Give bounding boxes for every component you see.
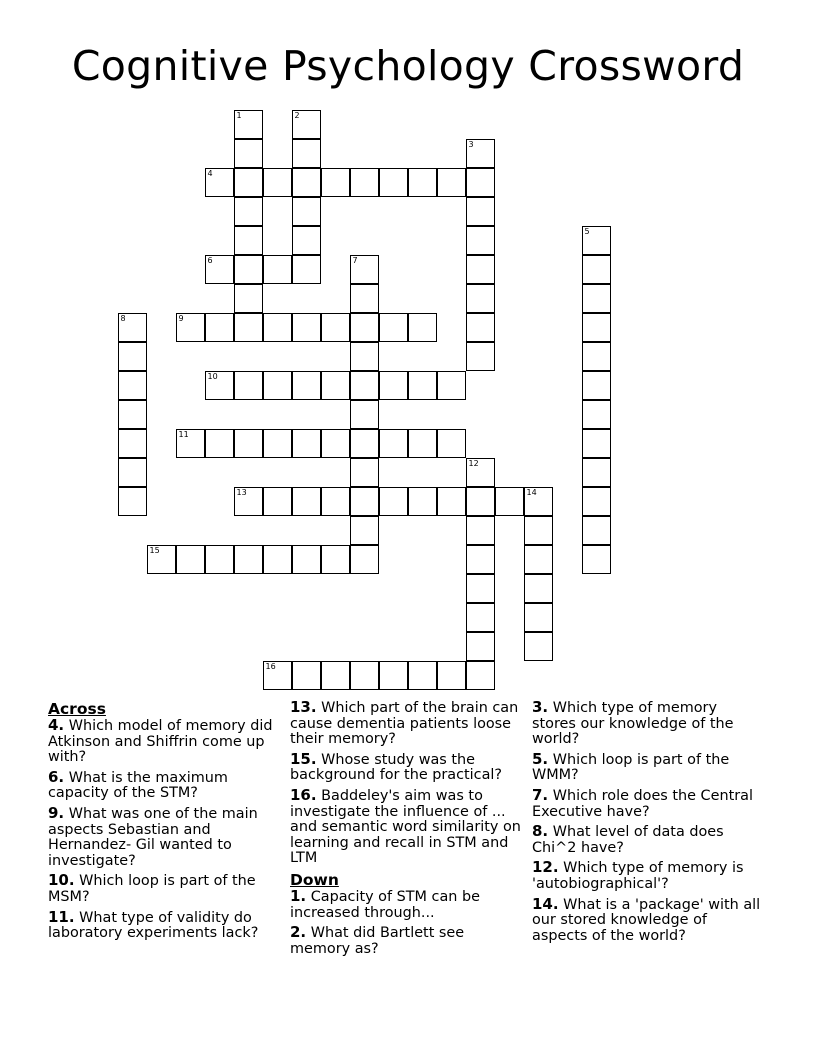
cell-number: 6	[207, 256, 213, 265]
grid-cell[interactable]	[466, 197, 495, 226]
down-clue	[290, 886, 522, 921]
grid-cell[interactable]	[350, 516, 379, 545]
clue-number: 9.	[48, 803, 65, 822]
grid-cell[interactable]	[234, 139, 263, 168]
clue-text: Which loop is part of the MSM?	[48, 873, 256, 905]
clue-text: What is a 'package' with all our stored knowledge of aspects of the world?	[532, 896, 761, 944]
cell-number: 9	[178, 314, 184, 323]
clue-text: Which loop is part of the WMM?	[532, 751, 730, 784]
grid-cell[interactable]	[582, 487, 611, 516]
grid-cell[interactable]	[379, 168, 408, 197]
grid-cell[interactable]	[437, 371, 466, 400]
grid-cell[interactable]	[582, 342, 611, 371]
across-clue	[48, 907, 280, 942]
grid-cell[interactable]	[234, 168, 263, 197]
grid-cell[interactable]	[524, 545, 553, 574]
grid-cell[interactable]	[350, 458, 379, 487]
grid-cell[interactable]	[437, 487, 466, 516]
grid-cell[interactable]	[205, 313, 234, 342]
grid-cell[interactable]	[234, 545, 263, 574]
clue-text: Capacity of STM can be increased through...	[290, 888, 480, 921]
grid-cell[interactable]	[408, 313, 437, 342]
clue-text: What is the maximum capacity of the STM?	[48, 769, 228, 802]
clue-number: 1.	[290, 886, 307, 905]
cell-number: 8	[120, 314, 126, 323]
grid-cell[interactable]	[582, 545, 611, 574]
grid-cell[interactable]	[321, 429, 350, 458]
grid-cell[interactable]	[118, 429, 147, 458]
cell-number: 14	[526, 488, 537, 497]
grid-cell[interactable]	[524, 516, 553, 545]
clue-number: 4.	[48, 716, 65, 734]
grid-cell[interactable]	[582, 516, 611, 545]
grid-cell[interactable]	[437, 168, 466, 197]
grid-cell[interactable]	[582, 429, 611, 458]
cell-number: 5	[584, 227, 590, 236]
grid-cell[interactable]	[350, 429, 379, 458]
grid-cell[interactable]	[118, 400, 147, 429]
clue-number: 7.	[532, 785, 549, 804]
grid-cell[interactable]	[234, 429, 263, 458]
grid-cell[interactable]	[379, 429, 408, 458]
grid-cell[interactable]	[524, 487, 553, 516]
across-clue	[48, 803, 280, 869]
grid-cell[interactable]	[524, 603, 553, 632]
clue-text: Whose study was the background for the practical?	[290, 751, 503, 784]
grid-cell[interactable]	[234, 371, 263, 400]
down-clue	[532, 700, 764, 748]
grid-cell[interactable]	[408, 487, 437, 516]
grid-cell[interactable]	[350, 661, 379, 690]
across-heading: Across	[48, 700, 106, 718]
grid-cell[interactable]	[292, 255, 321, 284]
clue-text: Which role does the Central Executive have?	[532, 787, 753, 820]
grid-cell[interactable]	[321, 168, 350, 197]
cell-number: 15	[149, 546, 160, 555]
grid-cell[interactable]	[408, 429, 437, 458]
grid-cell[interactable]	[379, 313, 408, 342]
grid-cell[interactable]	[321, 545, 350, 574]
across-clue	[290, 749, 522, 784]
grid-cell[interactable]	[466, 226, 495, 255]
grid-cell[interactable]	[582, 400, 611, 429]
grid-cell[interactable]	[292, 110, 321, 139]
down-clue	[532, 785, 764, 820]
grid-cell[interactable]	[321, 661, 350, 690]
clue-number: 12.	[532, 858, 559, 877]
clue-text: What type of validity do laboratory experiments lack?	[48, 909, 259, 942]
grid-cell[interactable]	[379, 661, 408, 690]
grid-cell[interactable]	[234, 313, 263, 342]
grid-cell[interactable]	[292, 197, 321, 226]
grid-cell[interactable]	[292, 661, 321, 690]
grid-cell[interactable]	[466, 603, 495, 632]
grid-cell[interactable]	[263, 661, 292, 690]
across-clue	[290, 700, 522, 748]
grid-cell[interactable]	[466, 632, 495, 661]
grid-cell[interactable]	[321, 371, 350, 400]
grid-cell[interactable]	[205, 255, 234, 284]
grid-cell[interactable]	[379, 487, 408, 516]
grid-cell[interactable]	[379, 371, 408, 400]
grid-cell[interactable]	[466, 342, 495, 371]
grid-cell[interactable]	[350, 487, 379, 516]
clue-number: 10.	[48, 871, 75, 890]
clue-number: 13.	[290, 698, 317, 716]
grid-cell[interactable]	[350, 400, 379, 429]
across-clue	[48, 718, 280, 766]
clue-text: What did Bartlett see memory as?	[290, 925, 465, 957]
clue-text: Which part of the brain can cause dementia patients loose their memory?	[290, 700, 519, 748]
grid-cell[interactable]	[263, 371, 292, 400]
grid-cell[interactable]	[408, 661, 437, 690]
grid-cell[interactable]	[147, 545, 176, 574]
grid-cell[interactable]	[234, 487, 263, 516]
grid-cell[interactable]	[292, 226, 321, 255]
grid-cell[interactable]	[118, 487, 147, 516]
grid-cell[interactable]	[495, 487, 524, 516]
grid-cell[interactable]	[263, 487, 292, 516]
grid-cell[interactable]	[582, 284, 611, 313]
grid-cell[interactable]	[205, 168, 234, 197]
grid-cell[interactable]	[524, 632, 553, 661]
clues-column-3	[532, 700, 764, 948]
grid-cell[interactable]	[205, 545, 234, 574]
grid-cell[interactable]	[466, 545, 495, 574]
down-clue	[532, 749, 764, 784]
grid-cell[interactable]	[350, 545, 379, 574]
grid-cell[interactable]	[350, 284, 379, 313]
across-clue	[48, 767, 280, 802]
down-clue	[290, 925, 522, 957]
clue-text: What was one of the main aspects Sebastian and Hernandez- Gil wanted to investigate?	[48, 805, 258, 869]
cell-number: 13	[236, 488, 247, 497]
grid-cell[interactable]	[466, 574, 495, 603]
grid-cell[interactable]	[321, 313, 350, 342]
grid-cell[interactable]	[263, 545, 292, 574]
grid-cell[interactable]	[292, 487, 321, 516]
across-clue-list	[48, 718, 280, 942]
grid-cell[interactable]	[263, 168, 292, 197]
grid-cell[interactable]	[350, 342, 379, 371]
grid-cell[interactable]	[263, 255, 292, 284]
grid-cell[interactable]	[524, 574, 553, 603]
grid-cell[interactable]	[118, 458, 147, 487]
grid-cell[interactable]	[582, 458, 611, 487]
across-clue	[48, 873, 280, 905]
grid-cell[interactable]	[292, 313, 321, 342]
grid-cell[interactable]	[292, 545, 321, 574]
clue-number: 6.	[48, 767, 65, 786]
cell-number: 2	[294, 111, 300, 120]
grid-cell[interactable]	[437, 661, 466, 690]
down-clue	[532, 860, 764, 892]
cell-number: 11	[178, 430, 189, 439]
clue-number: 16.	[290, 785, 317, 804]
clue-text: Baddeley's aim was to investigate the influence of ... and semantic word similarity on learning and recall in STM and LTM	[290, 787, 521, 867]
clue-number: 15.	[290, 749, 317, 768]
cell-number: 1	[236, 111, 242, 120]
grid-cell[interactable]	[234, 110, 263, 139]
clue-number: 5.	[532, 749, 549, 768]
grid-cell[interactable]	[118, 313, 147, 342]
clue-number: 3.	[532, 698, 549, 716]
grid-cell[interactable]	[118, 371, 147, 400]
grid-cell[interactable]	[466, 168, 495, 197]
down-clue-list-continued	[532, 700, 764, 944]
clue-number: 8.	[532, 822, 549, 841]
grid-cell[interactable]	[466, 661, 495, 690]
grid-cell[interactable]	[466, 516, 495, 545]
grid-cell[interactable]	[176, 545, 205, 574]
grid-cell[interactable]	[292, 168, 321, 197]
grid-cell[interactable]	[292, 429, 321, 458]
down-heading: Down	[290, 870, 339, 889]
grid-cell[interactable]	[205, 429, 234, 458]
page-title: Cognitive Psychology Crossword	[71, 42, 745, 90]
down-clue	[532, 894, 764, 945]
cell-number: 12	[468, 459, 479, 468]
clue-text: Which type of memory is 'autobiographical'?	[532, 860, 744, 892]
grid-cell[interactable]	[466, 458, 495, 487]
grid-cell[interactable]	[582, 371, 611, 400]
clue-number: 11.	[48, 907, 75, 926]
grid-cell[interactable]	[234, 284, 263, 313]
grid-cell[interactable]	[292, 371, 321, 400]
grid-cell[interactable]	[234, 255, 263, 284]
clue-text: Which type of memory stores our knowledge of the world?	[532, 700, 734, 748]
down-clue-list	[290, 886, 522, 957]
grid-cell[interactable]	[582, 313, 611, 342]
grid-cell[interactable]	[234, 197, 263, 226]
grid-cell[interactable]	[466, 313, 495, 342]
grid-cell[interactable]	[292, 139, 321, 168]
grid-cell[interactable]	[437, 429, 466, 458]
cell-number: 3	[468, 140, 474, 149]
grid-cell[interactable]	[408, 168, 437, 197]
grid-cell[interactable]	[118, 342, 147, 371]
grid-cell[interactable]	[263, 313, 292, 342]
clues-column-1	[48, 700, 280, 946]
grid-cell[interactable]	[466, 255, 495, 284]
grid-cell[interactable]	[234, 226, 263, 255]
clues-column-2	[290, 700, 522, 961]
grid-cell[interactable]	[466, 284, 495, 313]
across-clue-list-continued	[290, 700, 522, 867]
grid-cell[interactable]	[350, 313, 379, 342]
clue-text: What level of data does Chi^2 have?	[532, 824, 724, 856]
clue-number: 2.	[290, 923, 307, 942]
grid-cell[interactable]	[466, 139, 495, 168]
grid-cell[interactable]	[205, 371, 234, 400]
clue-number: 14.	[532, 894, 559, 913]
grid-cell[interactable]	[408, 371, 437, 400]
down-clue	[532, 824, 764, 856]
grid-cell[interactable]	[582, 226, 611, 255]
grid-cell[interactable]	[582, 255, 611, 284]
clue-text: Which model of memory did Atkinson and Shiffrin come up with?	[48, 718, 273, 766]
grid-cell[interactable]	[321, 487, 350, 516]
across-clue	[290, 785, 522, 867]
cell-number: 10	[207, 372, 218, 381]
grid-cell[interactable]	[350, 371, 379, 400]
grid-cell[interactable]	[350, 255, 379, 284]
grid-cell[interactable]	[466, 487, 495, 516]
grid-cell[interactable]	[176, 313, 205, 342]
cell-number: 7	[352, 256, 358, 265]
cell-number: 16	[265, 662, 276, 671]
grid-cell[interactable]	[350, 168, 379, 197]
cell-number: 4	[207, 169, 213, 178]
grid-cell[interactable]	[263, 429, 292, 458]
grid-cell[interactable]	[176, 429, 205, 458]
